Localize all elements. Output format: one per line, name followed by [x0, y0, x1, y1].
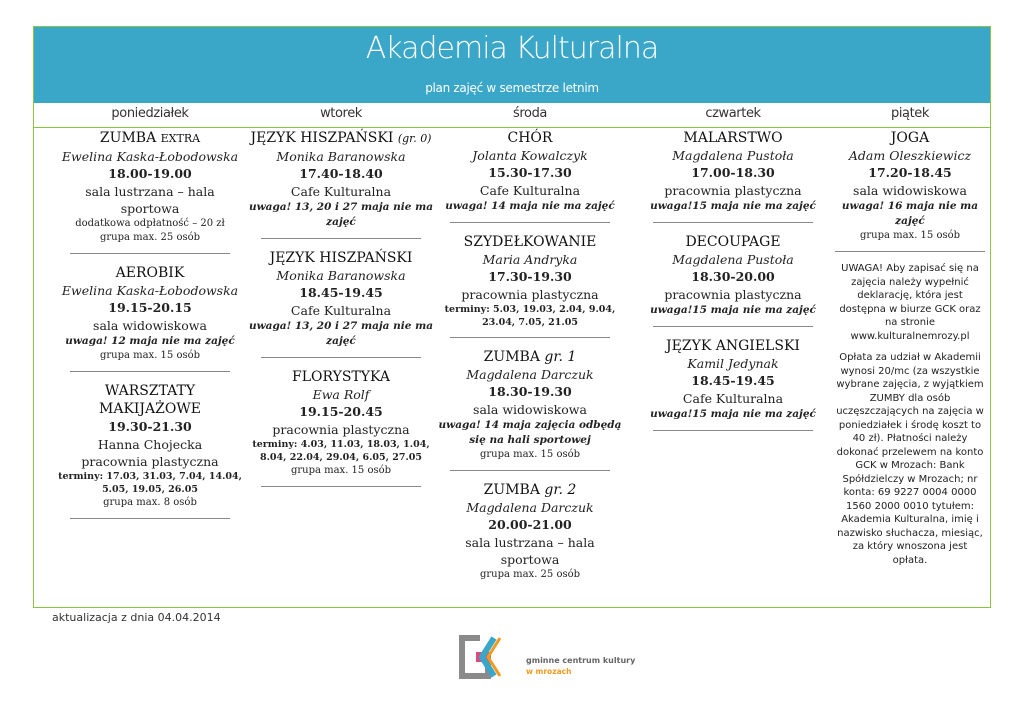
event-group: grupa max. 8 osób	[103, 497, 197, 508]
event-name: JĘZYK HISZPAŃSKI	[269, 250, 413, 266]
event-place: pracownia plastyczna	[664, 287, 802, 302]
event-time: 17.00-18.30	[691, 165, 775, 180]
event-teacher: Monika Baranowska	[276, 268, 406, 283]
event-teacher: Magdalena Pustoła	[672, 148, 794, 163]
event-place: pracownia plastyczna	[664, 183, 802, 198]
divider	[653, 222, 813, 223]
event-group: grupa max. 15 osób	[290, 465, 392, 476]
event-item	[246, 368, 436, 478]
event-note: uwaga! 14 maja nie ma zajęć	[445, 200, 615, 212]
event-place: Cafe Kulturalna	[682, 391, 784, 406]
page-subtitle: plan zajęć w semestrze letnim	[425, 81, 599, 95]
event-name: SZYDEŁKOWANIE	[463, 234, 597, 250]
event-name	[57, 129, 243, 148]
divider	[70, 371, 230, 372]
event-teacher: Magdalena Darczuk	[466, 367, 594, 382]
column-monday	[57, 129, 243, 529]
event-item	[57, 264, 243, 363]
event-place: pracownia plastyczna	[461, 287, 599, 302]
event-name: WARSZTATY MAKIJAŻOWE	[99, 383, 201, 417]
event-time: 17.20-18.45	[868, 165, 952, 180]
event-title-extra: gr. 1	[544, 349, 577, 365]
column-friday	[834, 129, 986, 575]
event-place: sala widowiskowa	[93, 318, 207, 333]
event-time: 19.15-20.45	[299, 404, 383, 419]
update-date: aktualizacja z dnia 04.04.2014	[52, 611, 221, 624]
event-title: JĘZYK HISZPAŃSKI	[250, 130, 394, 146]
event-item	[57, 129, 243, 245]
event-time: 17.30-19.30	[488, 269, 572, 284]
event-teacher: Magdalena Darczuk	[466, 500, 594, 515]
event-teacher: Ewelina Kaska-Łobodowska	[61, 149, 239, 164]
event-name	[436, 348, 624, 366]
event-time: 18.45-19.45	[691, 373, 775, 388]
event-item	[57, 382, 243, 510]
days-row	[34, 103, 990, 128]
event-name: FLORYSTYKA	[291, 369, 390, 385]
event-group: grupa max. 15 osób	[479, 449, 581, 460]
event-title-extra: gr. 2	[544, 482, 577, 498]
event-teacher: Ewelina Kaska-Łobodowska	[61, 283, 239, 298]
event-teacher: Kamil Jedynak	[687, 356, 779, 371]
event-teacher: Magdalena Pustoła	[672, 252, 794, 267]
header-banner	[34, 27, 990, 103]
event-note: uwaga! 13, 20 i 27 maja nie ma zajęć	[248, 320, 434, 347]
event-place: Cafe Kulturalna	[290, 184, 392, 199]
event-note: uwaga! 12 maja nie ma zajęć	[65, 335, 235, 347]
event-note: uwaga!15 maja nie ma zajęć	[650, 408, 816, 420]
event-note: uwaga! 16 maja nie ma zajęć	[841, 200, 979, 227]
logo-text-sub: w mrozach	[526, 667, 572, 676]
event-name	[246, 129, 436, 148]
info-registration: UWAGA! Aby zapisać się na zajęcia należy wypełnić deklarację, która jest dostępna w biurze GCK oraz na stronie www.kulturalnemrozy.pl	[839, 263, 981, 342]
event-teacher: Hanna Chojecka	[97, 437, 203, 452]
event-terms: terminy: 17.03, 31.03, 7.04, 14.04, 5.05, 19.05, 26.05	[58, 471, 242, 495]
event-item	[436, 481, 624, 582]
column-tuesday	[246, 129, 436, 497]
event-place: Cafe Kulturalna	[290, 303, 392, 318]
event-place: sala widowiskowa	[473, 402, 587, 417]
gck-logo	[458, 634, 638, 680]
day-thursday: czwartek	[705, 106, 761, 121]
event-time: 20.00-21.00	[488, 517, 572, 532]
column-wednesday	[436, 129, 624, 588]
event-name: MALARSTWO	[683, 130, 783, 146]
day-monday: poniedziałek	[111, 106, 189, 121]
day-friday: piątek	[890, 106, 930, 121]
event-title-extra: EXTRA	[160, 132, 201, 145]
gck-logo-icon	[458, 634, 524, 680]
divider	[450, 470, 610, 471]
event-item	[436, 348, 624, 462]
event-teacher: Monika Baranowska	[276, 149, 406, 164]
divider	[261, 486, 421, 487]
event-title: ZUMBA	[483, 349, 540, 365]
event-item	[638, 233, 828, 318]
event-item	[834, 129, 986, 243]
event-name: JOGA	[890, 130, 930, 146]
event-item	[246, 129, 436, 230]
divider	[653, 326, 813, 327]
event-title: ZUMBA	[99, 130, 157, 146]
event-place: Cafe Kulturalna	[479, 183, 581, 198]
event-place: pracownia plastyczna	[272, 422, 410, 437]
event-note: uwaga! 14 maja zajęcia odbędą się na hali sportowej	[438, 419, 622, 446]
event-time: 18.30-19.30	[488, 384, 572, 399]
divider	[653, 430, 813, 431]
logo-text-main: gminne centrum kultury	[526, 656, 636, 665]
event-terms: terminy: 4.03, 11.03, 18.03, 1.04, 8.04, 22.04, 29.04, 6.05, 27.05	[252, 439, 430, 463]
info-payment: Opłata za udział w Akademii wynosi 20/mc (za wszystkie wybrane zajęcia, z wyjątkiem ZUMBY dla osób uczęszczających na zajęcia w poniedziałek i środę koszt to 40 zł). Płatności należy dokonać przelewem na konto GCK w Mrozach: Bank Spółdzielczy w Mrozach; nr konta: 69 9227 0004 0000 1560 2000 0010 tytułem: Akademia Kulturalna, imię i nazwisko słuchacza, miesiąc, za który wnoszona jest opłata.	[836, 352, 984, 566]
event-name: AEROBIK	[115, 265, 185, 281]
event-title-extra: (gr. 0)	[397, 132, 432, 145]
schedule-frame	[33, 26, 991, 608]
event-item	[246, 249, 436, 349]
event-name	[436, 481, 624, 499]
event-item	[436, 233, 624, 329]
event-item	[638, 129, 828, 214]
event-group: grupa max. 25 osób	[479, 569, 581, 580]
event-item	[638, 337, 828, 422]
divider	[835, 251, 985, 252]
day-wednesday: środa	[512, 106, 547, 121]
divider	[261, 238, 421, 239]
event-time: 17.40-18.40	[299, 166, 383, 181]
event-time: 19.15-20.15	[108, 300, 192, 315]
divider	[70, 253, 230, 254]
divider	[261, 357, 421, 358]
event-note: uwaga! 13, 20 i 27 maja nie ma zajęć	[248, 201, 434, 228]
divider	[450, 222, 610, 223]
column-thursday	[638, 129, 828, 441]
event-name: CHÓR	[507, 130, 553, 146]
event-place: pracownia plastyczna	[81, 454, 219, 469]
event-teacher: Ewa Rolf	[312, 387, 370, 402]
event-time: 18.30-20.00	[691, 269, 775, 284]
event-time: 18.00-19.00	[108, 166, 192, 181]
event-title: ZUMBA	[483, 482, 540, 498]
event-terms: terminy: 5.03, 19.03, 2.04, 9.04, 23.04, 7.05, 21.05	[444, 304, 616, 328]
event-teacher: Adam Oleszkiewicz	[848, 148, 972, 163]
event-place: sala lustrzana – hala sportowa	[85, 184, 215, 216]
day-tuesday: wtorek	[320, 106, 362, 121]
event-item	[436, 129, 624, 214]
event-group: grupa max. 15 osób	[99, 350, 201, 361]
event-place: sala widowiskowa	[853, 183, 967, 198]
event-time: 19.30-21.30	[108, 419, 192, 434]
event-note: uwaga!15 maja nie ma zajęć	[650, 304, 816, 316]
divider	[70, 518, 230, 519]
event-time: 15.30-17.30	[488, 165, 572, 180]
divider	[450, 337, 610, 338]
event-note: uwaga!15 maja nie ma zajęć	[650, 200, 816, 212]
event-place: sala lustrzana – hala sportowa	[465, 535, 595, 567]
event-note: dodatkowa odpłatność – 20 zł	[75, 218, 225, 229]
event-name: DECOUPAGE	[685, 234, 781, 250]
event-group: grupa max. 15 osób	[859, 230, 961, 241]
event-teacher: Maria Andryka	[482, 252, 578, 267]
page-title: Akademia Kulturalna	[365, 31, 659, 66]
event-time: 18.45-19.45	[299, 285, 383, 300]
info-box	[834, 262, 986, 567]
event-name: JĘZYK ANGIELSKI	[666, 338, 800, 354]
event-group: grupa max. 25 osób	[99, 232, 201, 243]
event-teacher: Jolanta Kowalczyk	[472, 148, 588, 163]
